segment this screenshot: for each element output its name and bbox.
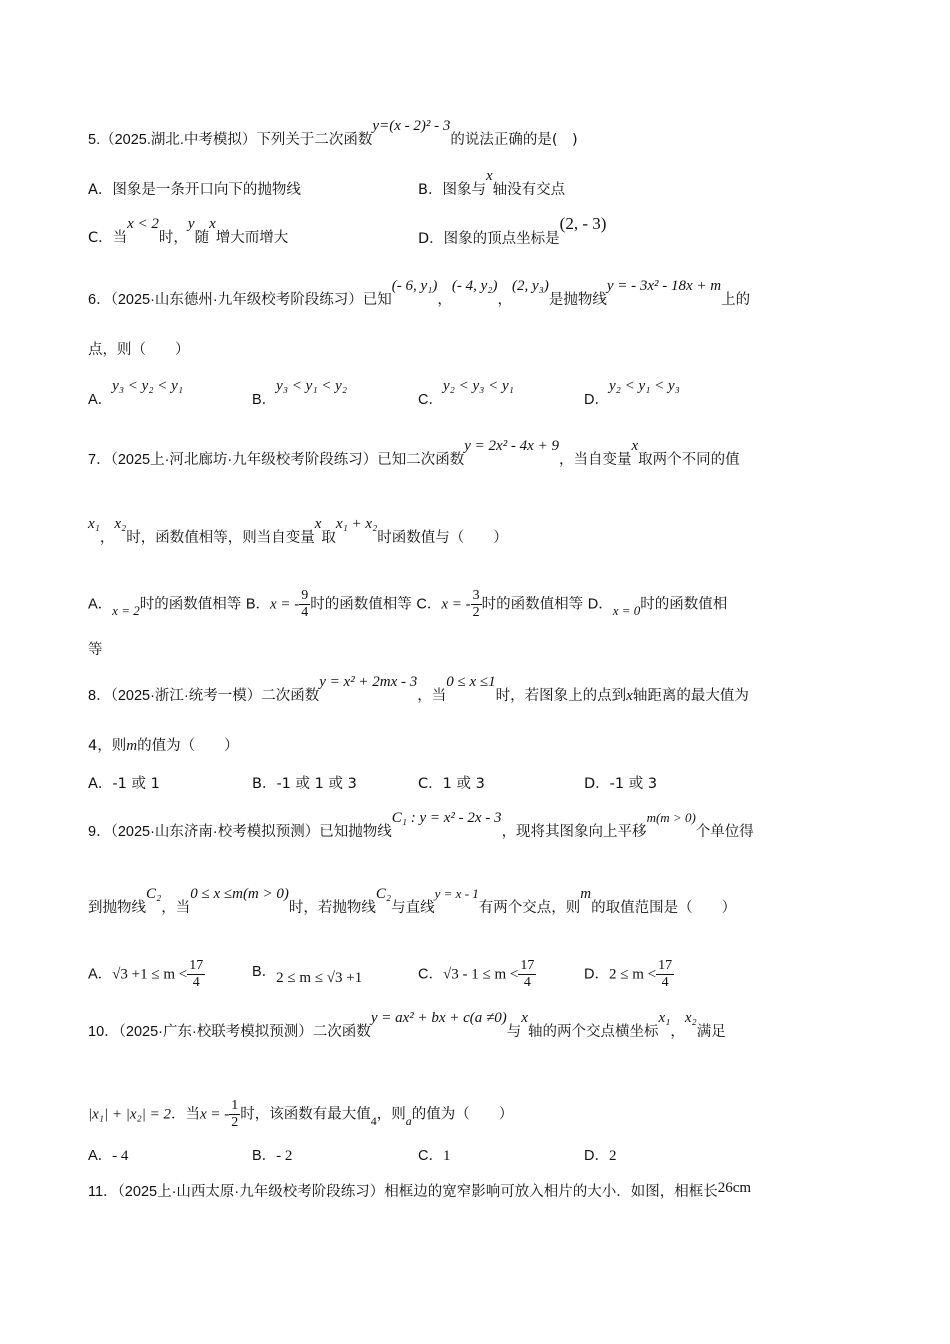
question-text: 取 xyxy=(321,530,336,546)
question-10 xyxy=(88,1010,726,1042)
question-text: ．当 xyxy=(170,1106,200,1123)
option-label: C．当 xyxy=(88,230,128,246)
math-var: a xyxy=(405,1113,412,1128)
question-text: 上的 xyxy=(721,292,751,308)
math-expression: x = - xyxy=(199,1106,230,1123)
math-expression: m(m > 0) xyxy=(646,810,696,825)
question-text: 到抛物线 xyxy=(88,900,146,916)
option-a xyxy=(88,1146,128,1166)
option-a: A．-1 或 1 xyxy=(88,776,160,792)
math-expression: √3 +1 ≤ m < xyxy=(112,966,188,983)
math-expression: 2 ≤ m < xyxy=(608,966,657,983)
question-text: 时，函数值相等，则当自变量 xyxy=(126,530,315,546)
option-b-fraction xyxy=(299,588,310,621)
math-var: y xyxy=(187,216,195,232)
math-expression: 0 ≤ x ≤m(m > 0) xyxy=(190,886,289,902)
question-text: 下列关于二次函数 xyxy=(256,132,373,148)
option-d-expression: x = 0 xyxy=(612,602,641,618)
option-label: C． xyxy=(418,392,443,408)
question-6 xyxy=(88,278,751,310)
option-label: B． xyxy=(252,1148,277,1164)
option-a: A．图象是一条开口向下的抛物线 xyxy=(88,182,301,198)
option-text: 增大而增大 xyxy=(215,230,289,246)
option-label: C． xyxy=(418,966,443,983)
question-source: （2025·山东济南·校考模拟预测） xyxy=(110,824,320,840)
question-source: （2025·广东·校联考模拟预测） xyxy=(118,1024,313,1040)
math-var: x₁ xyxy=(88,516,100,532)
question-text: 二次函数 xyxy=(312,1024,371,1040)
math-point: (2, y₃) xyxy=(511,278,549,294)
option-b xyxy=(252,378,348,410)
question-8-line2 xyxy=(88,736,239,756)
question-text: 的值为（ ） xyxy=(411,1106,514,1123)
math-point: (- 6, y₁) xyxy=(391,278,438,294)
option-a xyxy=(88,958,205,991)
option-b-text: 时的函数值相等 xyxy=(310,596,412,613)
fraction xyxy=(187,958,205,991)
option-c-expression: x = - xyxy=(441,596,471,613)
question-text: ，当 xyxy=(161,900,191,916)
option-d-label: D． xyxy=(587,596,613,613)
question-text: 与 xyxy=(506,1024,522,1040)
question-text: 满足 xyxy=(696,1024,726,1040)
question-8 xyxy=(88,674,749,706)
option-label: D． xyxy=(584,1148,609,1164)
math-expression: (2, - 3) xyxy=(559,214,607,233)
option-value: 1 xyxy=(442,1148,451,1164)
question-7-line2 xyxy=(88,516,508,548)
math-expression: √3 - 1 ≤ m < xyxy=(442,966,519,983)
option-d: D．-1 或 3 xyxy=(584,776,658,792)
question-number: 8． xyxy=(88,688,111,704)
question-text: 取两个不同的值 xyxy=(638,452,740,468)
option-label: B． xyxy=(252,964,277,980)
numerator: 3 xyxy=(472,588,480,603)
denominator: 2 xyxy=(472,605,480,620)
math-var: m xyxy=(580,886,592,902)
math-value: 26cm xyxy=(717,1180,752,1196)
option-c xyxy=(418,958,536,991)
fraction xyxy=(229,1098,240,1131)
fraction xyxy=(656,958,674,991)
question-source: （2025上·河北廊坊·九年级校考阶段练习） xyxy=(110,452,378,468)
question-source: （2025·浙江·统考一模） xyxy=(110,688,262,704)
question-text: ，则 xyxy=(376,1106,406,1123)
numerator: 17 xyxy=(189,958,204,973)
math-expression: 0 ≤ x ≤1 xyxy=(446,674,496,690)
math-expression: y₃ < y₁ < y₂ xyxy=(276,378,348,394)
math-expression: y₃ < y₂ < y₁ xyxy=(112,378,184,394)
question-text: 时，若图象上的点到 xyxy=(495,688,627,704)
option-text: 轴没有交点 xyxy=(492,182,566,198)
math-var: m xyxy=(126,738,138,754)
question-text: ，当 xyxy=(417,688,447,704)
question-text: 时，该函数有最大值 xyxy=(240,1106,371,1123)
math-expression: y = x - 1 xyxy=(434,886,479,901)
option-c xyxy=(88,216,289,248)
question-number: 5. xyxy=(88,132,101,148)
question-source: （2025.湖北.中考模拟） xyxy=(100,132,257,148)
option-d xyxy=(584,958,674,991)
option-d xyxy=(584,1146,616,1166)
question-number: 11． xyxy=(88,1184,118,1200)
option-b: B．-1 或 1 或 3 xyxy=(252,776,357,792)
separator: ， xyxy=(497,292,512,308)
question-text: 4，则 xyxy=(88,738,127,754)
option-b-expression: x = - xyxy=(270,596,300,613)
denominator: 4 xyxy=(661,975,669,990)
math-var: x xyxy=(209,216,216,232)
math-var: C₂ xyxy=(146,886,162,902)
question-source: （2025上·山西太原·九年级校考阶段练习） xyxy=(117,1184,385,1200)
question-text: 已知二次函数 xyxy=(377,452,465,468)
question-7 xyxy=(88,438,740,470)
math-var: x xyxy=(314,516,322,532)
math-expression: x < 2 xyxy=(127,216,159,232)
separator: ， xyxy=(670,1024,685,1040)
option-b xyxy=(418,168,566,200)
math-expression: y = - 3x² - 18x + m xyxy=(606,278,722,294)
math-expression: C₁ : y = x² - 2x - 3 xyxy=(391,810,502,826)
math-var: x xyxy=(521,1010,528,1026)
question-6-line2: 点，则（ ） xyxy=(88,342,190,358)
question-9-line2 xyxy=(88,886,737,918)
question-text: 的值为（ ） xyxy=(137,738,239,754)
math-var: x₁ xyxy=(658,1010,671,1026)
question-5 xyxy=(88,118,578,150)
math-expression: y₂ < y₃ < y₁ xyxy=(442,378,514,394)
option-label: B． xyxy=(252,392,277,408)
option-a-expression: x = 2 xyxy=(112,602,140,618)
option-b xyxy=(252,962,363,986)
question-text: 时，若抛物线 xyxy=(288,900,376,916)
option-c: C．1 或 3 xyxy=(418,776,485,792)
option-label: D． xyxy=(584,966,609,983)
question-number: 9． xyxy=(88,824,111,840)
option-c-text: 时的函数值相等 xyxy=(481,596,584,613)
option-d-text: 时的函数值相 xyxy=(640,596,728,613)
math-var: C₂ xyxy=(375,886,392,902)
question-text: 个单位得 xyxy=(695,824,754,840)
option-d xyxy=(584,378,680,410)
option-text: 时， xyxy=(158,230,188,246)
option-value: 2 xyxy=(608,1148,617,1164)
math-var: x xyxy=(631,438,639,454)
math-var: x xyxy=(485,168,493,184)
math-point: (- 4, y₂) xyxy=(451,278,498,294)
question-text: 二次函数 xyxy=(261,688,320,704)
numerator: 17 xyxy=(658,958,673,973)
question-10-line2 xyxy=(88,1098,513,1131)
option-c xyxy=(418,378,514,410)
question-text: 的取值范围是（ ） xyxy=(591,900,737,916)
option-label: A． xyxy=(88,1148,113,1164)
denominator: 4 xyxy=(301,605,309,620)
question-7-wrap: 等 xyxy=(88,642,103,658)
option-value: - 4 xyxy=(112,1148,129,1164)
question-11 xyxy=(88,1182,751,1202)
option-b xyxy=(252,1146,292,1166)
option-a-label: A． xyxy=(88,596,113,613)
option-label: D． xyxy=(584,392,609,408)
option-a xyxy=(88,378,184,410)
option-text: 随 xyxy=(194,230,210,246)
math-expression: x₁ + x₂ xyxy=(335,516,378,532)
question-text: 与直线 xyxy=(391,900,435,916)
fraction xyxy=(518,958,536,991)
question-text: 轴距离的最大值为 xyxy=(632,688,749,704)
math-expression: y₂ < y₁ < y₃ xyxy=(608,378,680,394)
math-expression: y = x² + 2mx - 3 xyxy=(319,674,418,690)
question-text: 有两个交点，则 xyxy=(478,900,581,916)
numerator: 17 xyxy=(520,958,535,973)
question-text: 相框边的宽窄影响可放入相片的大小．如图，相框长 xyxy=(384,1184,718,1200)
question-number: 6． xyxy=(88,292,111,308)
question-text: 轴的两个交点横坐标 xyxy=(527,1024,659,1040)
math-var: x xyxy=(626,688,633,704)
denominator: 2 xyxy=(231,1115,239,1130)
option-a-text: 时的函数值相等 xyxy=(139,596,242,613)
question-7-options xyxy=(88,588,727,621)
question-9 xyxy=(88,810,754,842)
question-source: （2025·山东德州·九年级校考阶段练习） xyxy=(110,292,363,308)
math-expression: y=(x - 2)² - 3 xyxy=(372,118,451,134)
math-value: 4 xyxy=(370,1113,377,1128)
question-text: 时函数值与（ ） xyxy=(377,530,508,546)
separator: ， xyxy=(99,530,115,546)
option-label: A． xyxy=(88,966,113,983)
math-expression: |x₁| + |x₂| = 2 xyxy=(88,1106,171,1123)
denominator: 4 xyxy=(523,975,531,990)
option-label: B．图象与 xyxy=(418,182,486,198)
question-text: ，当自变量 xyxy=(558,452,632,468)
option-label: D．图象的顶点坐标是 xyxy=(418,231,560,247)
denominator: 4 xyxy=(192,975,200,990)
question-number: 10． xyxy=(88,1024,119,1040)
numerator: 9 xyxy=(301,588,309,603)
numerator: 1 xyxy=(231,1098,239,1113)
question-text: 已知抛物线 xyxy=(319,824,392,840)
option-label: A． xyxy=(88,392,113,408)
option-c xyxy=(418,1146,450,1166)
question-text: ，现将其图象向上平移 xyxy=(501,824,647,840)
option-b-label: B． xyxy=(245,596,270,613)
question-text: 的说法正确的是( ) xyxy=(450,132,578,148)
question-text: 已知 xyxy=(362,292,392,308)
question-text: 是抛物线 xyxy=(548,292,607,308)
math-expression: 2 ≤ m ≤ √3 +1 xyxy=(276,970,363,986)
separator: ， xyxy=(437,292,452,308)
option-d xyxy=(418,214,607,249)
question-number: 7． xyxy=(88,452,111,468)
option-label: C． xyxy=(418,1148,443,1164)
math-expression: y = ax² + bx + c(a ≠0) xyxy=(370,1010,507,1026)
option-c-fraction xyxy=(471,588,482,621)
math-expression: y = 2x² - 4x + 9 xyxy=(464,438,559,454)
math-var: x₂ xyxy=(114,516,127,532)
math-var: x₂ xyxy=(684,1010,697,1026)
option-value: - 2 xyxy=(276,1148,293,1164)
option-c-label: C． xyxy=(416,596,442,613)
